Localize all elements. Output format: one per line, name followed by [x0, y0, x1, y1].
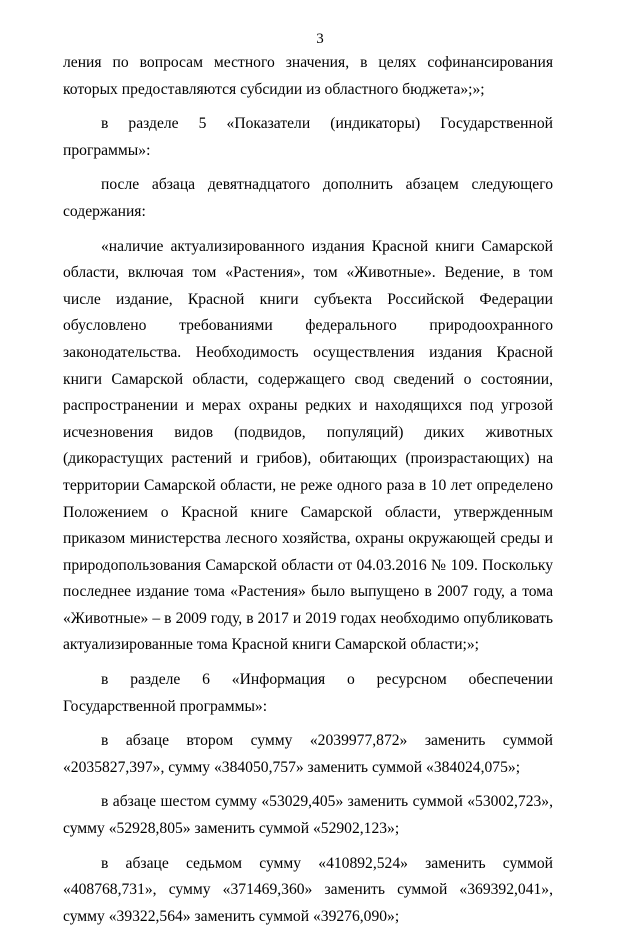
paragraph-amendment-seventh: в абзаце седьмом сумму «410892,524» заменить суммой «408768,731», сумму «371469,360» заменить суммой «369392,041», сумму «39322,564» заменить суммой «39276,090»;	[63, 854, 553, 925]
paragraph-amendment-second: в абзаце втором сумму «2039977,872» заменить суммой «2035827,397», сумму «384050,757» заменить суммой «384024,075»;	[63, 732, 553, 776]
paragraph-amendment-sixth: в абзаце шестом сумму «53029,405» заменить суммой «53002,723», сумму «52928,805» заменить суммой «52902,123»;	[63, 793, 553, 838]
paragraph-insert-instruction: после абзаца девятнадцатого дополнить абзацем следующего содержания:	[63, 176, 553, 220]
paragraph-red-book-text: «наличие актуализированного издания Красной книги Самарской области, включая том «Растения», том «Животные». Ведение, в том числе издание, Красной книги субъекта Российской Федерации обусловлено требованиями федерального природоохранного законодательства. Необходимость осуществления издания Красной книги Самарской области, содержащего свод сведений о состоянии, распространении и мерах охраны редких и находящихся под угрозой исчезновения видов (подвидов, популяций) диких животных (дикорастущих растений и грибов), обитающих (произрастающих) на территории Самарской области, не реже одного раза в 10 лет определено Положением о Красной книге Самарской области, утвержденным приказом министерства лесного хозяйства, охраны окружающей среды и природопользования Самарской области от 04.03.2016 № 109. Поскольку последнее издание тома «Растения» было выпущено в 2007 году, а тома «Животные» – в 2009 году, в 2017 и 2019 годах необходимо опубликовать актуализированные тома Красной книги Самарской области;»;	[63, 237, 553, 654]
page-number: 3	[316, 31, 324, 47]
paragraph-continuation: ления по вопросам местного значения, в целях софинансирования которых предоставляются субсидии из областного бюджета»;»;	[63, 54, 553, 98]
paragraph-section-6-heading: в разделе 6 «Информация о ресурсном обеспечении Государственной программы»:	[63, 671, 553, 715]
paragraph-section-5-heading: в разделе 5 «Показатели (индикаторы) Государственной программы»:	[63, 115, 553, 159]
document-body	[63, 50, 553, 938]
